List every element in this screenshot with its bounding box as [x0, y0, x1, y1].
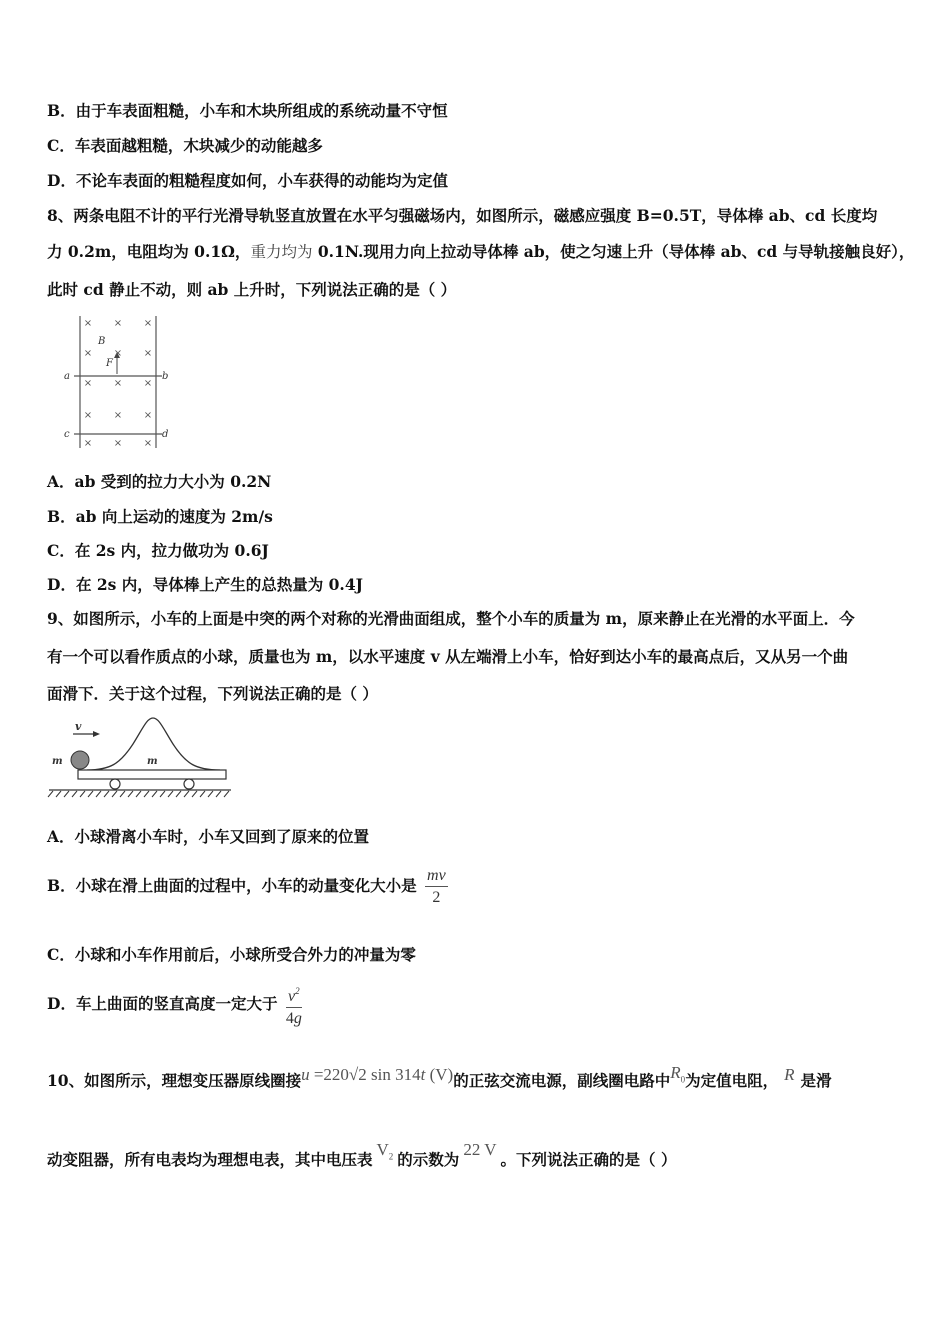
- q8-stem-line2-part2: 重力均为: [250, 243, 313, 261]
- q9-option-d: [47, 980, 305, 1030]
- q8-option-c: C．在 2s 内，拉力做功为 0.6J: [47, 541, 269, 560]
- q9-option-c: C．小球和小车作用前后，小球所受合外力的冲量为零: [47, 945, 416, 964]
- q9-stem-line3: 面滑下．关于这个过程，下列说法正确的是（ ）: [47, 684, 378, 703]
- q8-stem-line3: 此时 cd 静止不动，则 ab 上升时，下列说法正确的是（ ）: [47, 280, 457, 299]
- q10-resistor-r: R: [784, 1065, 795, 1084]
- q8-option-a: A．ab 受到的拉力大小为 0.2N: [47, 472, 272, 491]
- q10-line2-part2: 的示数为: [397, 1150, 460, 1169]
- cross-mark: ×: [83, 318, 93, 329]
- q9-option-d-text: D．车上曲面的竖直高度一定大于: [47, 994, 278, 1013]
- cross-mark: ×: [113, 318, 123, 329]
- cross-mark: ×: [143, 438, 153, 449]
- q9-option-a: A．小球滑离小车时，小车又回到了原来的位置: [47, 827, 370, 846]
- q9-option-d-fraction: [286, 981, 302, 1030]
- q9-option-b: [47, 862, 451, 910]
- q8-rail-figure: [60, 312, 180, 452]
- cross-mark: ×: [83, 348, 93, 359]
- cross-mark: ×: [83, 378, 93, 389]
- q9-stem-line2: 有一个可以看作质点的小球，质量也为 m，以水平速度 v 从左端滑上小车，恰好到达小车的最高点后，又从另一个曲: [47, 647, 849, 666]
- fraction-numerator: mv: [425, 866, 448, 887]
- label-force-F: F: [106, 358, 113, 369]
- cross-mark: ×: [143, 318, 153, 329]
- cross-mark: ×: [143, 410, 153, 421]
- label-c: c: [64, 429, 70, 440]
- q10-line1-part1: 10、如图所示，理想变压器原线圈接: [47, 1071, 302, 1090]
- label-a: a: [64, 371, 70, 382]
- cross-mark: ×: [113, 378, 123, 389]
- q8-stem-line2-part3: 0.1N.现用力向上拉动导体棒 ab，使之匀速上升（导体棒 ab、cd 与导轨接触良好），: [312, 242, 915, 261]
- q7-option-d: D．不论车表面的粗糙程度如何，小车获得的动能均为定值: [47, 171, 448, 190]
- q9-stem-line1: 9、如图所示，小车的上面是中突的两个对称的光滑曲面组成，整个小车的质量为 m，原来静止在光滑的水平面上．今: [47, 609, 855, 628]
- q8-option-b: B．ab 向上运动的速度为 2m/s: [47, 507, 273, 526]
- q9-cart-figure: [45, 714, 240, 802]
- q9-option-b-text: B．小球在滑上曲面的过程中，小车的动量变化大小是: [47, 876, 417, 895]
- q8-stem-line1: 8、两条电阻不计的平行光滑导轨竖直放置在水平匀强磁场内，如图所示，磁感应强度 B=0.5T，导体棒 ab、cd 长度均: [47, 206, 878, 225]
- q10-line2-part3: 。下列说法正确的是（ ）: [500, 1150, 677, 1169]
- fraction-denominator: 4g: [285, 1009, 302, 1027]
- q10-line1-part4: 是滑: [800, 1071, 832, 1090]
- cross-mark: ×: [143, 378, 153, 389]
- q8-stem-line2-part1: 力 0.2m，电阻均为 0.1Ω，: [47, 242, 251, 261]
- q10-voltmeter-v2: $V_2$: [376, 1140, 394, 1162]
- cross-mark: ×: [83, 438, 93, 449]
- cross-mark: ×: [113, 438, 123, 449]
- cross-mark: ×: [143, 348, 153, 359]
- fraction-numerator: $v^2$: [286, 981, 302, 1008]
- q10-source-formula: u =220√2 sin 314t (V): [301, 1065, 454, 1084]
- cross-mark: ×: [113, 348, 123, 359]
- q8-option-d: D．在 2s 内，导体棒上产生的总热量为 0.4J: [47, 575, 363, 594]
- cross-mark: ×: [113, 410, 123, 421]
- label-field-B: B: [98, 336, 106, 347]
- q7-option-c: C．车表面越粗糙，木块减少的动能越多: [47, 136, 323, 155]
- label-ball-mass: m: [52, 756, 63, 767]
- q10-resistor-r0: $R_0$: [670, 1063, 686, 1085]
- q10-line1-part2: 的正弦交流电源，副线圈电路中: [453, 1071, 671, 1090]
- q7-option-b: B．由于车表面粗糙，小车和木块所组成的系统动量不守恒: [47, 101, 448, 120]
- q10-line2-part1: 动变阻器，所有电表均为理想电表，其中电压表: [47, 1150, 373, 1169]
- q10-stem-line1: [47, 1063, 832, 1102]
- q9-option-b-fraction: [425, 866, 448, 909]
- q10-voltmeter-reading: 22 V: [463, 1140, 497, 1159]
- label-b: b: [162, 371, 169, 382]
- fraction-denominator: 2: [432, 888, 441, 906]
- q10-line1-part3: 为定值电阻，: [685, 1071, 779, 1090]
- cross-mark: ×: [83, 410, 93, 421]
- label-velocity-v: v: [75, 720, 82, 733]
- label-cart-mass: m: [147, 756, 158, 767]
- q8-stem-line2: [47, 242, 914, 262]
- q10-stem-line2: [47, 1140, 677, 1181]
- label-d: d: [162, 429, 169, 440]
